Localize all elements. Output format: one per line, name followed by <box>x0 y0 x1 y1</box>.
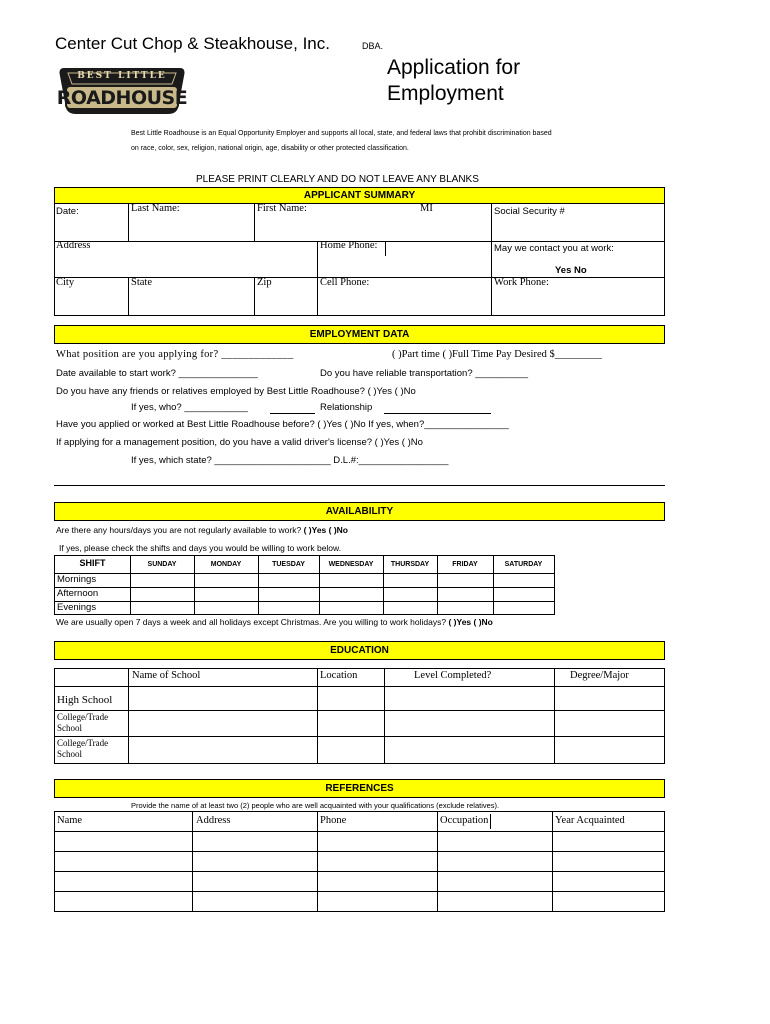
school-name-column-header: Name of School <box>132 670 201 681</box>
license-state-field[interactable]: If yes, which state? ______________________ D.L.#:_________________ <box>131 455 449 466</box>
high-school-row-label: High School <box>57 694 113 706</box>
afternoon-row-label: Afternoon <box>57 588 99 599</box>
employment-data-heading: EMPLOYMENT DATA <box>54 325 665 344</box>
sunday-column-header: SUNDAY <box>147 561 177 568</box>
tuesday-column-header: TUESDAY <box>272 561 305 568</box>
company-name: Center Cut Chop & Steakhouse, Inc. <box>55 34 330 53</box>
first-name-field[interactable]: First Name: <box>257 203 307 214</box>
middle-initial-field[interactable]: MI <box>420 203 433 214</box>
work-phone-field[interactable]: Work Phone: <box>494 277 549 288</box>
start-date-question[interactable]: Date available to start work? _______________ <box>56 368 258 379</box>
home-phone-field[interactable]: Home Phone: <box>320 240 378 251</box>
reference-year-column-header: Year Acquainted <box>555 815 625 826</box>
holidays-question[interactable] <box>56 617 493 627</box>
contact-at-work-label: May we contact you at work: <box>494 243 614 254</box>
references-instruction: Provide the name of at least two (2) people who are well acquainted with your qualifications (exclude relatives). <box>131 801 500 810</box>
eeo-statement-line-1: Best Little Roadhouse is an Equal Opportunity Employer and supports all local, state, and federal laws that prohibit discrimination based <box>131 130 552 137</box>
location-column-header: Location <box>320 670 358 681</box>
holidays-text: We are usually open 7 days a week and all holidays except Christmas. Are you willing to work holidays? <box>56 617 449 627</box>
dba-label: DBA. <box>362 41 384 51</box>
applied-before-question[interactable]: Have you applied or worked at Best Little Roadhouse before? ( )Yes ( )No If yes, when?________________ <box>56 419 509 430</box>
drivers-license-question[interactable]: If applying for a management position, do you have a valid driver's license? ( )Yes ( )No <box>56 437 423 448</box>
friday-column-header: FRIDAY <box>452 561 478 568</box>
relationship-field[interactable]: Relationship <box>320 402 373 413</box>
roadhouse-logo <box>56 64 188 116</box>
last-name-field[interactable]: Last Name: <box>131 203 180 214</box>
mornings-row-label: Mornings <box>57 574 97 585</box>
monday-column-header: MONDAY <box>210 561 242 568</box>
friends-who-field[interactable]: If yes, who? ____________ <box>131 402 248 413</box>
address-field[interactable]: Address <box>56 240 91 251</box>
degree-column-header: Degree/Major <box>570 670 629 681</box>
logo-top-text: BEST LITTLE <box>77 71 167 81</box>
section-divider <box>54 485 665 486</box>
date-field[interactable]: Date: <box>56 206 79 217</box>
state-field[interactable]: State <box>131 277 152 288</box>
unavailable-hours-answer[interactable]: ( )Yes ( )No <box>303 525 348 535</box>
saturday-column-header: SATURDAY <box>504 561 543 568</box>
reference-name-column-header: Name <box>57 815 83 826</box>
logo-main-text: ROADHOUSE <box>56 87 188 109</box>
reference-occupation-column-header: Occupation <box>440 815 489 826</box>
contact-at-work-yes-no[interactable]: Yes No <box>555 265 587 276</box>
title-line-1: Application for <box>387 56 521 79</box>
zip-field[interactable]: Zip <box>257 277 272 288</box>
position-question[interactable]: What position are you applying for? _____________ <box>56 349 294 360</box>
applicant-summary-heading: APPLICANT SUMMARY <box>54 187 665 204</box>
print-instruction: PLEASE PRINT CLEARLY AND DO NOT LEAVE ANY BLANKS <box>196 174 479 185</box>
city-field[interactable]: City <box>56 277 75 288</box>
unavailable-hours-question[interactable] <box>56 525 348 535</box>
reference-address-column-header: Address <box>196 815 231 826</box>
education-heading: EDUCATION <box>54 641 665 660</box>
thursday-column-header: THURSDAY <box>390 561 430 568</box>
college-trade-row-label-1: College/Trade School <box>57 712 109 733</box>
college-trade-row-label-2: College/Trade School <box>57 738 109 759</box>
education-table <box>54 668 665 764</box>
evenings-row-label: Evenings <box>57 602 97 613</box>
reference-phone-column-header: Phone <box>320 815 347 826</box>
shift-column-header: SHIFT <box>79 558 106 568</box>
ssn-field[interactable]: Social Security # <box>494 206 565 217</box>
wednesday-column-header: WEDNESDAY <box>328 561 374 568</box>
availability-table <box>54 555 555 615</box>
cell-phone-field[interactable]: Cell Phone: <box>320 277 370 288</box>
shifts-instruction: If yes, please check the shifts and days you would be willing to work below. <box>59 543 342 553</box>
holidays-answer[interactable]: ( )Yes ( )No <box>448 617 493 627</box>
references-table <box>54 811 665 912</box>
applicant-summary-table <box>54 203 665 316</box>
level-column-header: Level Completed? <box>414 670 492 681</box>
eeo-statement-line-2: on race, color, sex, religion, national origin, age, disability or other protected classification. <box>131 145 409 152</box>
friends-employed-question[interactable]: Do you have any friends or relatives employed by Best Little Roadhouse? ( )Yes ( )No <box>56 386 416 397</box>
part-full-time-question[interactable]: ( )Part time ( )Full Time Pay Desired $_________ <box>392 349 602 360</box>
references-heading: REFERENCES <box>54 779 665 798</box>
unavailable-hours-text: Are there any hours/days you are not regularly available to work? <box>56 525 304 535</box>
transportation-question[interactable]: Do you have reliable transportation? __________ <box>320 368 529 379</box>
availability-heading: AVAILABILITY <box>54 502 665 521</box>
title-line-2: Employment <box>387 82 504 105</box>
